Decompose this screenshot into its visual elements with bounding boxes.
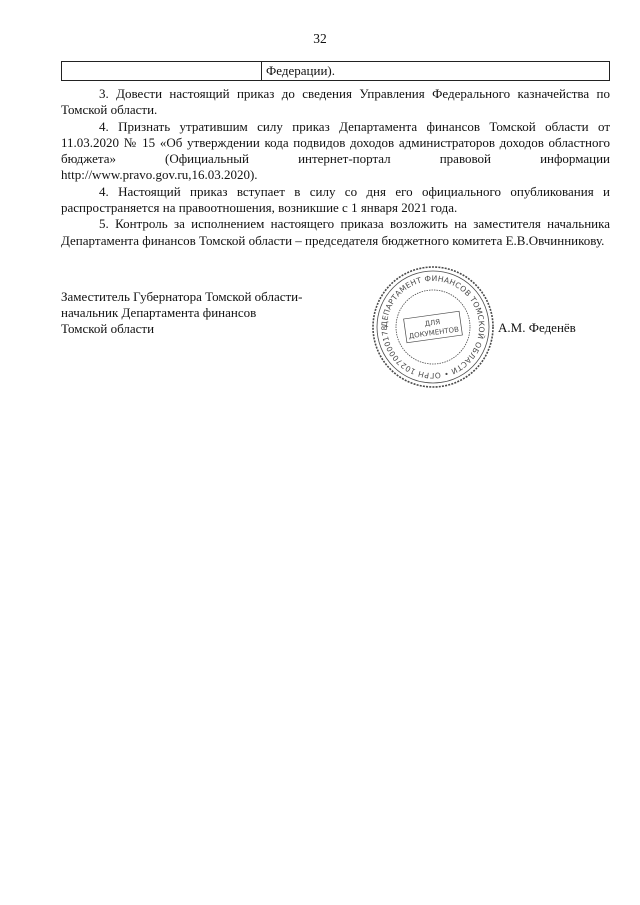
svg-text:ДЛЯ: ДЛЯ [424, 317, 441, 329]
page-number: 32 [313, 31, 327, 46]
paragraph-4-repeal: 4. Признать утратившим силу приказ Департамента финансов Томской области от 11.03.2020 № 15 «Об утверждении кода подвидов доходов администраторов доходов областного бюджета» (Официальный интернет-портал правовой информации http://www.pravo.gov.ru,16.03.2020). [61, 118, 610, 183]
svg-text:ДОКУМЕНТОВ: ДОКУМЕНТОВ [408, 325, 460, 341]
order-body [61, 86, 610, 249]
signatory-position [61, 289, 361, 337]
table-cell-right: Федерации). [266, 63, 335, 78]
paragraph-3: 3. Довести настоящий приказ до сведения Управления Федерального казначейства по Томской области. [61, 86, 610, 118]
position-line: начальник Департамента финансов [61, 305, 257, 320]
paragraph-4-effect: 4. Настоящий приказ вступает в силу со дня его официального опубликования и распространяется на правоотношения, возникшие с 1 января 2021 года. [61, 183, 610, 216]
table-cell-left [62, 62, 262, 80]
position-line: Заместитель Губернатора Томской области- [61, 289, 303, 304]
official-seal-stamp [369, 263, 497, 391]
continuation-table-row [61, 61, 610, 81]
paragraph-5: 5. Контроль за исполнением настоящего приказа возложить на заместителя начальника Департамента финансов Томской области – председателя бюджетного комитета Е.В.Овчинникову. [61, 216, 610, 248]
svg-text:ДЕПАРТАМЕНТ ФИНАНСОВ ТОМСКОЙ О: ДЕПАРТАМЕНТ ФИНАНСОВ ТОМСКОЙ ОБЛАСТИ • ОГРН 10270000178 [379, 273, 487, 381]
position-line: Томской области [61, 321, 155, 336]
signatory-name: А.М. Феденёв [498, 320, 576, 335]
